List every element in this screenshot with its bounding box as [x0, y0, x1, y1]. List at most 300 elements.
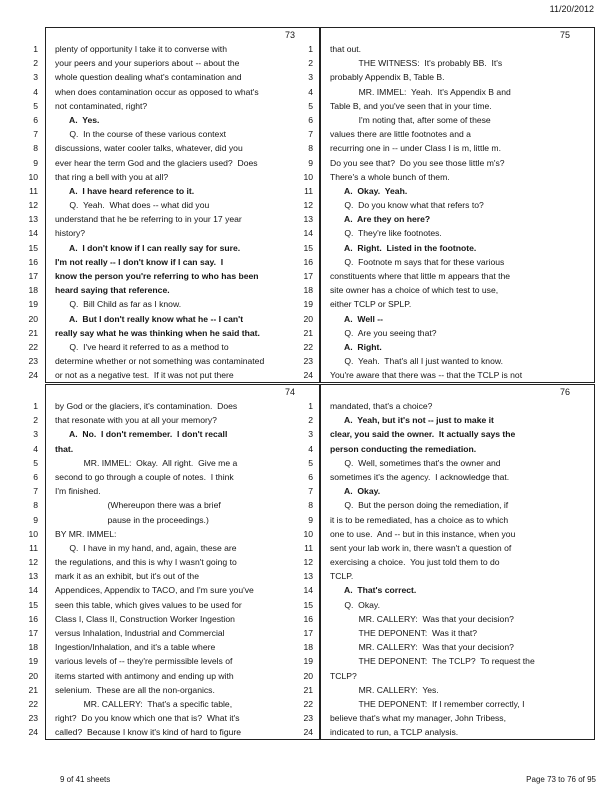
line-number: 2	[308, 58, 313, 69]
line-number: 14	[28, 228, 38, 239]
line-text: Q. But the person doing the remediation, if	[330, 500, 509, 511]
line-text: Q. I have in my hand, and, again, these are	[55, 542, 237, 553]
transcript-line	[33, 56, 319, 70]
line-number: 2	[308, 415, 313, 426]
transcript-line	[303, 340, 594, 354]
transcript-line	[308, 70, 594, 84]
line-number: 15	[303, 599, 313, 610]
line-text: THE DEPONENT: If I remember correctly, I	[330, 698, 525, 709]
line-text: pause in the proceedings.)	[55, 514, 209, 525]
line-number: 17	[28, 271, 38, 281]
transcript-line	[33, 513, 319, 527]
line-text: Q. In the course of these various context	[55, 129, 227, 140]
transcript-line	[308, 470, 594, 484]
line-text: site owner has a choice of which test to use,	[330, 285, 499, 296]
line-text: I'm noting that, after some of these	[330, 114, 491, 125]
transcript-line	[308, 484, 594, 498]
transcript-line	[303, 312, 594, 326]
line-text: called? Because I know it's kind of hard to figure	[55, 727, 242, 738]
line-number: 24	[303, 727, 313, 738]
line-number: 7	[308, 486, 313, 497]
transcript-line	[303, 669, 594, 683]
transcript-line	[28, 269, 319, 283]
transcript-line	[303, 555, 594, 569]
line-number: 20	[28, 313, 38, 324]
transcript-date: 11/20/2012	[549, 4, 594, 14]
line-text: THE DEPONENT: The TCLP? To request the	[330, 656, 535, 667]
line-number: 2	[33, 415, 38, 426]
transcript-line	[28, 683, 319, 697]
transcript-line	[28, 569, 319, 583]
line-number: 1	[308, 401, 313, 411]
line-text: A. I have heard reference to it.	[55, 185, 195, 196]
line-text: THE WITNESS: It's probably BB. It's	[330, 58, 503, 69]
line-text: A. Okay. Yeah.	[330, 185, 408, 196]
line-text: constituents where that little m appears that the	[330, 271, 511, 281]
line-text: that ring a bell with you at all?	[55, 171, 169, 182]
transcript-line	[33, 113, 319, 127]
line-number: 24	[28, 727, 38, 738]
line-number: 15	[303, 242, 313, 253]
line-text: A. Well --	[330, 313, 383, 324]
transcript-line	[28, 654, 319, 668]
line-text: Table B, and you've seen that in your time.	[330, 100, 492, 111]
transcript-line	[303, 583, 594, 597]
line-number: 3	[308, 72, 313, 83]
line-number: 19	[303, 299, 313, 310]
transcript-line	[303, 598, 594, 612]
line-number: 9	[33, 514, 38, 525]
line-text: either TCLP or SPLP.	[330, 299, 412, 310]
line-text: that resonate with you at all your memory?	[55, 415, 217, 426]
page-body	[303, 42, 594, 381]
line-text: MR. CALLERY: That's a specific table,	[55, 698, 233, 709]
line-text: A. That's correct.	[330, 585, 417, 596]
transcript-line	[33, 127, 319, 141]
transcript-line	[308, 141, 594, 155]
line-number: 8	[33, 143, 38, 154]
line-text: ever hear the term God and the glaciers used? Does	[55, 157, 258, 168]
transcript-line	[33, 484, 319, 498]
line-number: 22	[28, 698, 38, 709]
line-text: mark it as an exhibit, but it's out of the	[55, 571, 199, 582]
line-text: believe that's what my manager, John Tribess,	[330, 713, 506, 724]
transcript-line	[28, 312, 319, 326]
page-body	[28, 42, 319, 381]
line-number: 16	[28, 256, 38, 267]
transcript-line	[28, 598, 319, 612]
line-text: A. Okay.	[330, 486, 381, 497]
line-number: 9	[308, 514, 313, 525]
transcript-line	[303, 626, 594, 640]
transcript-line	[33, 442, 319, 456]
line-text: indicated to run, a TCLP analysis.	[330, 727, 459, 738]
line-text: Q. Do you know what that refers to?	[330, 200, 484, 211]
line-number: 4	[308, 443, 313, 454]
transcript-line	[303, 241, 594, 255]
page-range: Page 73 to 76 of 95	[526, 775, 596, 784]
page-number: 75	[559, 30, 570, 40]
line-text: THE DEPONENT: Was it that?	[330, 628, 478, 638]
transcript-line	[28, 640, 319, 654]
line-number: 12	[303, 557, 313, 568]
transcript-line	[33, 99, 319, 113]
transcript-line	[28, 326, 319, 340]
line-number: 24	[28, 370, 38, 381]
line-text: A. Are they on here?	[330, 214, 431, 225]
page-number: 76	[559, 387, 570, 397]
line-number: 7	[33, 129, 38, 140]
line-text: I'm finished.	[55, 486, 101, 497]
transcript-line	[28, 170, 319, 184]
transcript-line	[28, 583, 319, 597]
transcript-line	[28, 725, 319, 739]
line-text: MR. IMMEL: Okay. All right. Give me a	[55, 457, 238, 468]
line-number: 20	[303, 313, 313, 324]
line-text: A. No. I don't remember. I don't recall	[55, 429, 228, 440]
transcript-line	[28, 527, 319, 541]
line-text: when does contamination occur as opposed to what's	[55, 86, 259, 97]
transcript-line	[33, 427, 319, 441]
transcript-line	[28, 297, 319, 311]
line-number: 10	[28, 528, 38, 539]
transcript-line	[28, 368, 319, 382]
line-text: exercising a choice. You just told them to do	[330, 557, 500, 568]
line-number: 12	[28, 557, 38, 568]
transcript-line	[28, 555, 319, 569]
transcript-line	[28, 241, 319, 255]
line-number: 21	[303, 684, 313, 695]
transcript-line	[308, 442, 594, 456]
line-text: Q. Okay.	[330, 599, 380, 610]
line-text: understand that he be referring to in your 17 year	[55, 214, 242, 225]
transcript-line	[303, 170, 594, 184]
transcript-line	[303, 368, 594, 382]
line-number: 5	[33, 457, 38, 468]
transcript-line	[308, 156, 594, 170]
transcript-page-73	[28, 27, 320, 383]
line-number: 23	[303, 713, 313, 724]
line-text: know the person you're referring to who has been	[55, 271, 259, 281]
line-number: 11	[304, 542, 313, 553]
line-text: (Whereupon there was a brief	[55, 500, 221, 511]
line-number: 7	[33, 486, 38, 497]
transcript-line	[29, 184, 319, 198]
line-number: 20	[303, 670, 313, 681]
line-text: You're aware that there was -- that the TCLP is not	[330, 370, 523, 381]
line-text: TCLP.	[330, 571, 354, 582]
transcript-line	[303, 255, 594, 269]
line-text: probably Appendix B, Table B.	[330, 72, 445, 83]
line-text: Appendices, Appendix to TACO, and I'm sure you've	[55, 585, 254, 596]
page-body	[303, 399, 594, 738]
transcript-line	[28, 626, 319, 640]
line-text: Q. They're like footnotes.	[330, 228, 442, 239]
line-number: 18	[303, 642, 313, 653]
transcript-line	[28, 226, 319, 240]
page-number: 73	[284, 30, 295, 40]
line-number: 22	[28, 341, 38, 352]
line-text: MR. CALLERY: Was that your decision?	[330, 642, 514, 653]
transcript-line	[303, 297, 594, 311]
line-number: 8	[33, 500, 38, 511]
line-text: selenium. These are all the non-organics.	[55, 684, 215, 695]
transcript-line	[303, 654, 594, 668]
line-number: 18	[303, 285, 313, 296]
transcript-line	[308, 42, 594, 56]
transcript-line	[33, 141, 319, 155]
line-number: 5	[33, 100, 38, 111]
line-number: 17	[303, 628, 313, 638]
transcript-line	[304, 184, 594, 198]
line-text: A. Yes.	[55, 114, 100, 125]
line-number: 12	[28, 200, 38, 211]
line-number: 18	[28, 642, 38, 653]
line-number: 4	[308, 86, 313, 97]
line-text: discussions, water cooler talks, whatever, did you	[55, 143, 243, 154]
line-number: 13	[303, 571, 313, 582]
transcript-line	[308, 498, 594, 512]
line-text: Class I, Class II, Construction Worker Ingestion	[55, 613, 235, 624]
line-number: 15	[28, 242, 38, 253]
line-text: A. Right.	[330, 341, 382, 352]
line-text: mandated, that's a choice?	[330, 401, 433, 411]
line-number: 23	[303, 356, 313, 367]
line-number: 21	[28, 684, 38, 695]
line-text: Do you see that? Do you see those little m's?	[330, 157, 505, 168]
transcript-line	[303, 326, 594, 340]
line-number: 16	[303, 613, 313, 624]
line-text: or not as a negative test. If it was not put there	[55, 370, 234, 381]
line-text: determine whether or not something was contaminated	[55, 356, 265, 367]
transcript-line	[303, 683, 594, 697]
line-text: whole question dealing what's contamination and	[55, 72, 242, 83]
line-number: 21	[28, 327, 38, 338]
line-number: 14	[28, 585, 38, 596]
line-number: 23	[28, 356, 38, 367]
transcript-line	[303, 198, 594, 212]
transcript-line	[33, 70, 319, 84]
line-text: by God or the glaciers, it's contamination. Does	[55, 401, 238, 411]
line-text: Q. Bill Child as far as I know.	[55, 299, 182, 310]
transcript-page-75	[303, 27, 595, 383]
transcript-line	[303, 640, 594, 654]
transcript-line	[28, 697, 319, 711]
line-number: 16	[303, 256, 313, 267]
page-body	[28, 399, 319, 738]
line-text: heard saying that reference.	[55, 285, 170, 296]
line-text: values there are little footnotes and a	[330, 129, 471, 140]
line-number: 11	[304, 185, 313, 196]
transcript-line	[308, 413, 594, 427]
transcript-line	[303, 269, 594, 283]
transcript-line	[33, 399, 319, 413]
transcript-line	[303, 212, 594, 226]
line-number: 10	[303, 171, 313, 182]
line-text: MR. CALLERY: Was that your decision?	[330, 613, 514, 624]
line-number: 10	[303, 528, 313, 539]
transcript-line	[303, 569, 594, 583]
line-number: 20	[28, 670, 38, 681]
line-number: 19	[28, 299, 38, 310]
transcript-line	[308, 99, 594, 113]
transcript-line	[303, 527, 594, 541]
line-text: Q. Yeah. That's all I just wanted to know.	[330, 356, 503, 367]
line-number: 8	[308, 143, 313, 154]
line-number: 19	[28, 656, 38, 667]
transcript-line	[308, 399, 594, 413]
line-number: 4	[33, 443, 38, 454]
line-number: 6	[33, 114, 38, 125]
line-number: 2	[33, 58, 38, 69]
line-text: A. I don't know if I can really say for sure.	[55, 242, 241, 253]
line-text: that.	[55, 443, 74, 454]
line-number: 13	[28, 571, 38, 582]
transcript-line	[33, 498, 319, 512]
transcript-line	[304, 541, 594, 555]
sheet-count: 9 of 41 sheets	[60, 775, 111, 784]
line-number: 5	[308, 457, 313, 468]
line-text: MR. IMMEL: Yeah. It's Appendix B and	[330, 86, 511, 97]
transcript-line	[28, 612, 319, 626]
transcript-line	[303, 354, 594, 368]
line-text: TCLP?	[330, 670, 357, 681]
line-text: Q. Yeah. What does -- what did you	[55, 200, 210, 211]
line-text: A. But I don't really know what he -- I can't	[55, 313, 244, 324]
line-number: 8	[308, 500, 313, 511]
line-text: various levels of -- they're permissible levels of	[55, 656, 233, 667]
line-text: BY MR. IMMEL:	[55, 528, 117, 539]
transcript-line	[28, 198, 319, 212]
transcript-line	[29, 541, 319, 555]
line-text: Q. Well, sometimes that's the owner and	[330, 457, 501, 468]
transcript-line	[33, 85, 319, 99]
line-text: not contaminated, right?	[55, 100, 148, 111]
line-text: seen this table, which gives values to be used for	[55, 599, 242, 610]
line-text: right? Do you know which one that is? What it's	[55, 713, 240, 724]
transcript-line	[303, 226, 594, 240]
line-text: Q. Are you seeing that?	[330, 327, 437, 338]
line-number: 7	[308, 129, 313, 140]
line-text: clear, you said the owner. It actually says the	[330, 429, 516, 440]
line-number: 1	[308, 44, 313, 54]
line-number: 3	[33, 429, 38, 440]
line-number: 19	[303, 656, 313, 667]
line-text: Q. I've heard it referred to as a method to	[55, 341, 229, 352]
line-text: that out.	[330, 44, 362, 54]
transcript-line	[33, 156, 319, 170]
line-text: the regulations, and this is why I wasn't going to	[55, 557, 237, 568]
line-text: items started with antimony and ending up with	[55, 670, 234, 681]
transcript-page-74	[28, 384, 320, 740]
line-number: 6	[33, 471, 38, 482]
line-text: recurring one in -- under Class I is m, little m.	[330, 143, 501, 154]
transcript-line	[28, 212, 319, 226]
line-text: A. Yeah, but it's not -- just to make it	[330, 415, 494, 426]
line-number: 6	[308, 114, 313, 125]
line-text: your peers and your superiors about -- about the	[55, 58, 240, 69]
line-number: 9	[33, 157, 38, 168]
line-text: Q. Footnote m says that for these various	[330, 256, 505, 267]
line-text: history?	[55, 228, 86, 239]
transcript-line	[303, 697, 594, 711]
line-text: versus Inhalation, Industrial and Commercial	[55, 628, 225, 638]
line-number: 12	[303, 200, 313, 211]
line-number: 1	[33, 44, 38, 54]
line-text: Ingestion/Inhalation, and it's a table where	[55, 642, 216, 653]
line-text: sent your lab work in, there wasn't a question of	[330, 542, 512, 553]
transcript-line	[308, 56, 594, 70]
line-number: 22	[303, 341, 313, 352]
transcript-line	[303, 283, 594, 297]
transcript-line	[33, 456, 319, 470]
line-number: 18	[28, 285, 38, 296]
line-number: 10	[28, 171, 38, 182]
line-text: one to use. And -- but in this instance, when you	[330, 528, 516, 539]
transcript-line	[303, 725, 594, 739]
line-number: 16	[28, 613, 38, 624]
line-number: 13	[303, 214, 313, 225]
page-number: 74	[284, 387, 295, 397]
line-text: sometimes it's the agency. I acknowledge that.	[330, 471, 510, 482]
line-number: 11	[29, 542, 38, 553]
line-number: 4	[33, 86, 38, 97]
line-text: There's a whole bunch of them.	[330, 171, 450, 182]
line-number: 22	[303, 698, 313, 709]
transcript-line	[28, 340, 319, 354]
line-text: second to go through a couple of notes. I think	[55, 471, 234, 482]
transcript-line	[303, 612, 594, 626]
line-number: 3	[308, 429, 313, 440]
line-number: 24	[303, 370, 313, 381]
transcript-line	[28, 669, 319, 683]
line-number: 17	[303, 271, 313, 281]
transcript-line	[308, 456, 594, 470]
line-number: 9	[308, 157, 313, 168]
line-text: plenty of opportunity I take it to converse with	[55, 44, 227, 54]
line-number: 6	[308, 471, 313, 482]
transcript-line	[308, 85, 594, 99]
line-number: 14	[303, 585, 313, 596]
transcript-line	[308, 427, 594, 441]
line-number: 23	[28, 713, 38, 724]
line-number: 15	[28, 599, 38, 610]
line-number: 5	[308, 100, 313, 111]
line-text: it is to be remediated, has a choice as to which	[330, 514, 509, 525]
line-text: I'm not really -- I don't know if I can say. I	[55, 256, 224, 267]
transcript-line	[303, 711, 594, 725]
line-number: 14	[303, 228, 313, 239]
transcript-line	[308, 127, 594, 141]
line-number: 17	[28, 628, 38, 638]
line-number: 21	[303, 327, 313, 338]
line-text: MR. CALLERY: Yes.	[330, 684, 439, 695]
line-text: person conducting the remediation.	[330, 443, 477, 454]
transcript-line	[28, 354, 319, 368]
transcript-line	[28, 711, 319, 725]
line-number: 3	[33, 72, 38, 83]
transcript-page-76	[303, 384, 595, 740]
line-text: really say what he was thinking when he said that.	[55, 327, 260, 338]
transcript-line	[33, 42, 319, 56]
line-text: A. Right. Listed in the footnote.	[330, 242, 477, 253]
transcript-line	[33, 413, 319, 427]
transcript-line	[308, 113, 594, 127]
line-number: 1	[33, 401, 38, 411]
transcript-line	[308, 513, 594, 527]
line-number: 13	[28, 214, 38, 225]
transcript-line	[28, 283, 319, 297]
